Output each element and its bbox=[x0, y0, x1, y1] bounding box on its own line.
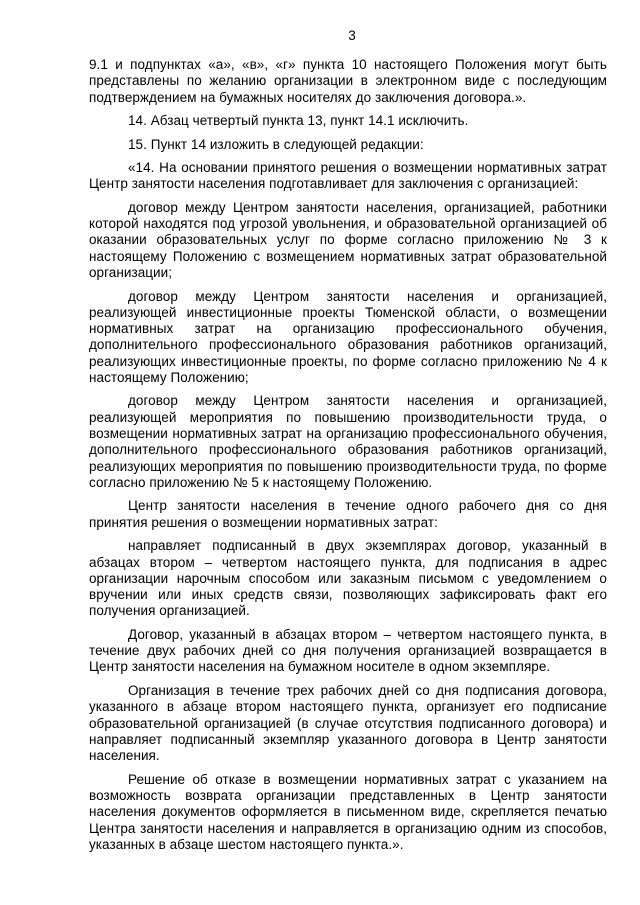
paragraph-item-14: 14. Абзац четвертый пункта 13, пункт 14.1 исключить. bbox=[128, 113, 469, 129]
paragraph-send-contract: направляет подписанный в двух экземплярах договор, указанный в абзацах втором – четвертом настоящего пункта, для подписания в адрес организации нарочным способом или заказным письмом с уведомлением о вручении или иных средств связи, позволяющих зафиксировать факт его получения организацией. bbox=[89, 538, 607, 619]
paragraph-one-day-deadline: Центр занятости населения в течение одного рабочего дня со дня принятия решения о возмещении нормативных затрат: bbox=[89, 498, 607, 530]
paragraph-refusal-decision: Решение об отказе в возмещении нормативных затрат с указанием на возможность возврата организации представленных в Центр занятости населения документов оформляется в письменном виде, скрепляется печатью Центра занятости населения и направляется в организацию одним из способов, указанных в абзаце шестом настоящего пункта.». bbox=[89, 771, 607, 852]
paragraph-continuation: 9.1 и подпунктах «а», «в», «г» пункта 10 настоящего Положения могут быть представлены по желанию организации в электронном виде с последующим подтверждением на бумажных носителях до заключения договора.». bbox=[89, 57, 607, 105]
paragraph-contract-appendix-4: договор между Центром занятости населения и организацией, реализующей инвестиционные проекты Тюменской области, о возмещении нормативных затрат на организацию профессионального обучения, дополнительного профессионального образования работников организаций, реализующих инвестиционные проекты, по форме согласно приложению № 4 к настоящему Положению; bbox=[89, 288, 607, 385]
paragraph-contract-appendix-5: договор между Центром занятости населения и организацией, реализующей мероприятия по повышению производительности труда, о возмещении нормативных затрат на организацию профессионального обучения, дополнительного профессионального образования работников организаций, реализующих мероприятия по повышению производительности труда, по форме согласно приложению № 5 к настоящему Положению. bbox=[89, 393, 607, 490]
paragraph-organization-signing: Организация в течение трех рабочих дней со дня подписания договора, указанного в абзаце втором настоящего пункта, организует его подписание образовательной организацией (в случае отсутствия подписанного договора) и направляет подписанный экземпляр указанного договора в Центр занятости населения. bbox=[89, 682, 607, 764]
paragraph-return-contract: Договор, указанный в абзацах втором – четвертом настоящего пункта, в течение двух рабочих дней со дня получения организацией возвращается в Центр занятости населения на бумажном носителе в одном экземпляре. bbox=[89, 626, 607, 675]
paragraph-point-14-intro: «14. На основании принятого решения о возмещении нормативных затрат Центр занятости населения подготавливает для заключения с организацией: bbox=[89, 160, 607, 192]
paragraph-contract-appendix-3: договор между Центром занятости населения, организацией, работники которой находятся под угрозой увольнения, и образовательной организацией об оказании образовательных услуг по форме согласно приложению № 3 к настоящему Положению с возмещением нормативных затрат образовательной организации; bbox=[89, 199, 607, 281]
paragraph-item-15: 15. Пункт 14 изложить в следующей редакции: bbox=[128, 136, 424, 152]
page-number: 3 bbox=[348, 28, 356, 43]
